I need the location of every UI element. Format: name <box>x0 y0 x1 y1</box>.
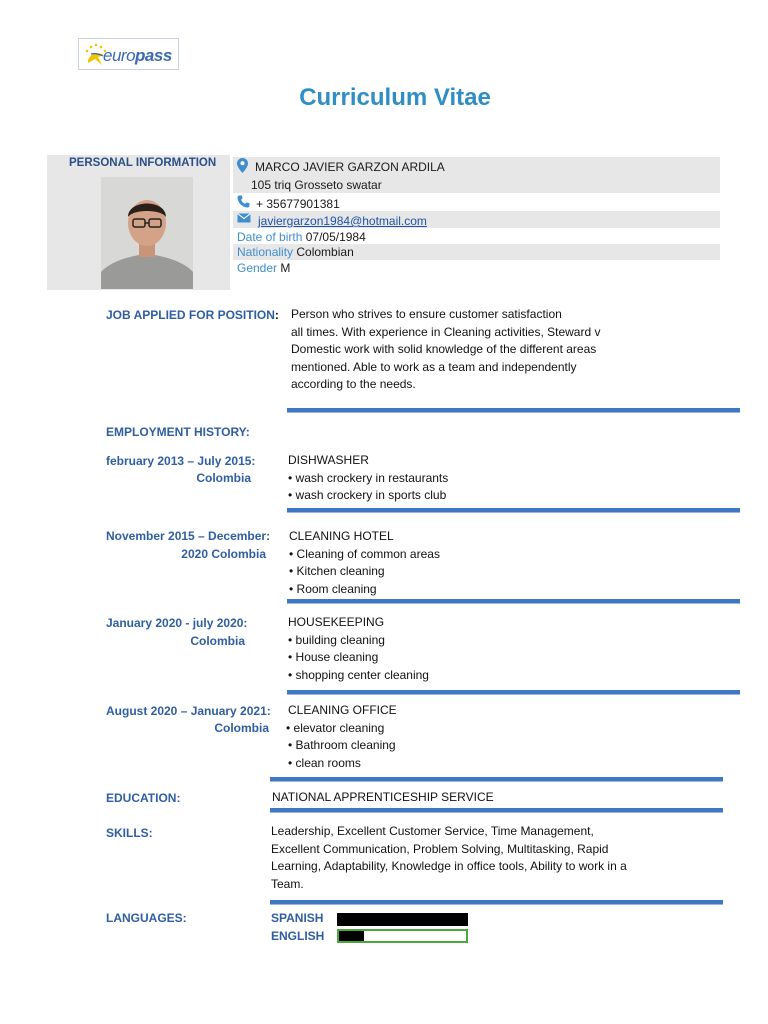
job-duty: • shopping center cleaning <box>288 667 429 682</box>
employment-date: february 2013 – July 2015: <box>106 454 256 468</box>
employment-date: January 2020 - july 2020: <box>106 616 248 630</box>
employment-date: August 2020 – January 2021: <box>106 704 271 718</box>
job-summary-line: mentioned. Able to work as a team and independently <box>291 359 577 374</box>
job-duty: • Kitchen cleaning <box>289 564 385 578</box>
employment-location: Colombia <box>190 634 245 648</box>
section-divider <box>287 508 740 513</box>
section-divider <box>287 690 740 695</box>
job-applied-label: JOB APPLIED FOR POSITION <box>106 308 275 322</box>
section-divider <box>287 599 740 604</box>
section-divider <box>270 808 723 813</box>
personal-info-label: PERSONAL INFORMATION <box>69 157 217 169</box>
language-level-bar-spanish <box>337 913 468 926</box>
skills-line: Team. <box>271 876 304 891</box>
job-summary <box>291 306 600 394</box>
nationality-label: Nationality <box>237 245 294 259</box>
section-divider <box>287 408 740 413</box>
gender-value: M <box>280 261 291 275</box>
job-duty: • elevator cleaning <box>286 720 385 735</box>
employment-location: Colombia <box>214 721 269 735</box>
address: 105 triq Grosseto swatar <box>251 178 382 192</box>
nationality-value: Colombian <box>296 245 354 259</box>
skills-line: Leadership, Excellent Customer Service, Time Management, <box>271 824 594 838</box>
job-summary-line: Domestic work with solid knowledge of the different areas <box>291 342 597 356</box>
job-duty: • building cleaning <box>288 632 385 647</box>
dob-value: 07/05/1984 <box>305 230 366 244</box>
skills-line: Learning, Adaptability, Knowledge in office tools, Ability to work in a <box>271 859 627 873</box>
page-title: Curriculum Vitae <box>299 84 491 111</box>
job-title: CLEANING HOTEL <box>289 529 394 543</box>
employment-entry <box>288 614 429 684</box>
employment-date: November 2015 – December: <box>106 529 271 543</box>
phone-number: + 35677901381 <box>256 197 340 211</box>
skills-line: Excellent Communication, Problem Solving, Multitasking, Rapid <box>271 841 609 856</box>
job-applied-colon: : <box>274 308 279 322</box>
employment-entry <box>288 452 448 505</box>
language-level-bar-english <box>337 929 468 943</box>
employment-entry <box>289 528 440 598</box>
employment-history-label: EMPLOYMENT HISTORY: <box>106 425 250 439</box>
gender-label: Gender <box>237 261 278 275</box>
job-duty: • House cleaning <box>288 650 379 664</box>
logo-text-pass: pass <box>135 46 172 65</box>
employment-location: Colombia <box>196 471 251 485</box>
email-envelope-icon <box>237 213 251 223</box>
dob-label: Date of birth <box>237 230 303 244</box>
europass-logo <box>78 38 179 70</box>
language-name: SPANISH <box>271 911 324 925</box>
job-title: DISHWASHER <box>288 453 369 467</box>
full-name: MARCO JAVIER GARZON ARDILA <box>255 160 445 174</box>
education-label: EDUCATION: <box>106 791 181 805</box>
job-title: HOUSEKEEPING <box>288 615 385 629</box>
job-duty: • Bathroom cleaning <box>288 738 396 752</box>
skills-text <box>271 823 627 893</box>
logo-text-euro: euro <box>103 46 136 65</box>
job-title: CLEANING OFFICE <box>288 703 397 717</box>
location-pin-icon <box>237 158 248 173</box>
job-summary-line: according to the needs. <box>291 377 416 391</box>
job-duty: • Room cleaning <box>289 581 377 596</box>
languages-label: LANGUAGES: <box>106 911 187 925</box>
employment-entry <box>288 702 397 772</box>
language-name: ENGLISH <box>271 929 325 943</box>
job-summary-line: all times. With experience in Cleaning activities, Steward v <box>291 324 601 339</box>
language-level-fill <box>339 931 364 941</box>
education-value: NATIONAL APPRENTICESHIP SERVICE <box>272 790 494 804</box>
job-duty: • wash crockery in sports club <box>288 488 447 502</box>
phone-icon <box>237 195 250 208</box>
job-duty: • clean rooms <box>288 755 361 770</box>
profile-photo <box>101 177 193 289</box>
section-divider <box>270 900 723 905</box>
section-divider <box>270 777 723 782</box>
email-link[interactable]: javiergarzon1984@hotmail.com <box>258 214 427 228</box>
employment-location: 2020 Colombia <box>181 547 266 561</box>
skills-label: SKILLS: <box>106 826 153 840</box>
job-duty: • Cleaning of common areas <box>289 546 440 561</box>
job-duty: • wash crockery in restaurants <box>288 470 449 485</box>
job-summary-line: Person who strives to ensure customer satisfaction <box>291 307 562 321</box>
